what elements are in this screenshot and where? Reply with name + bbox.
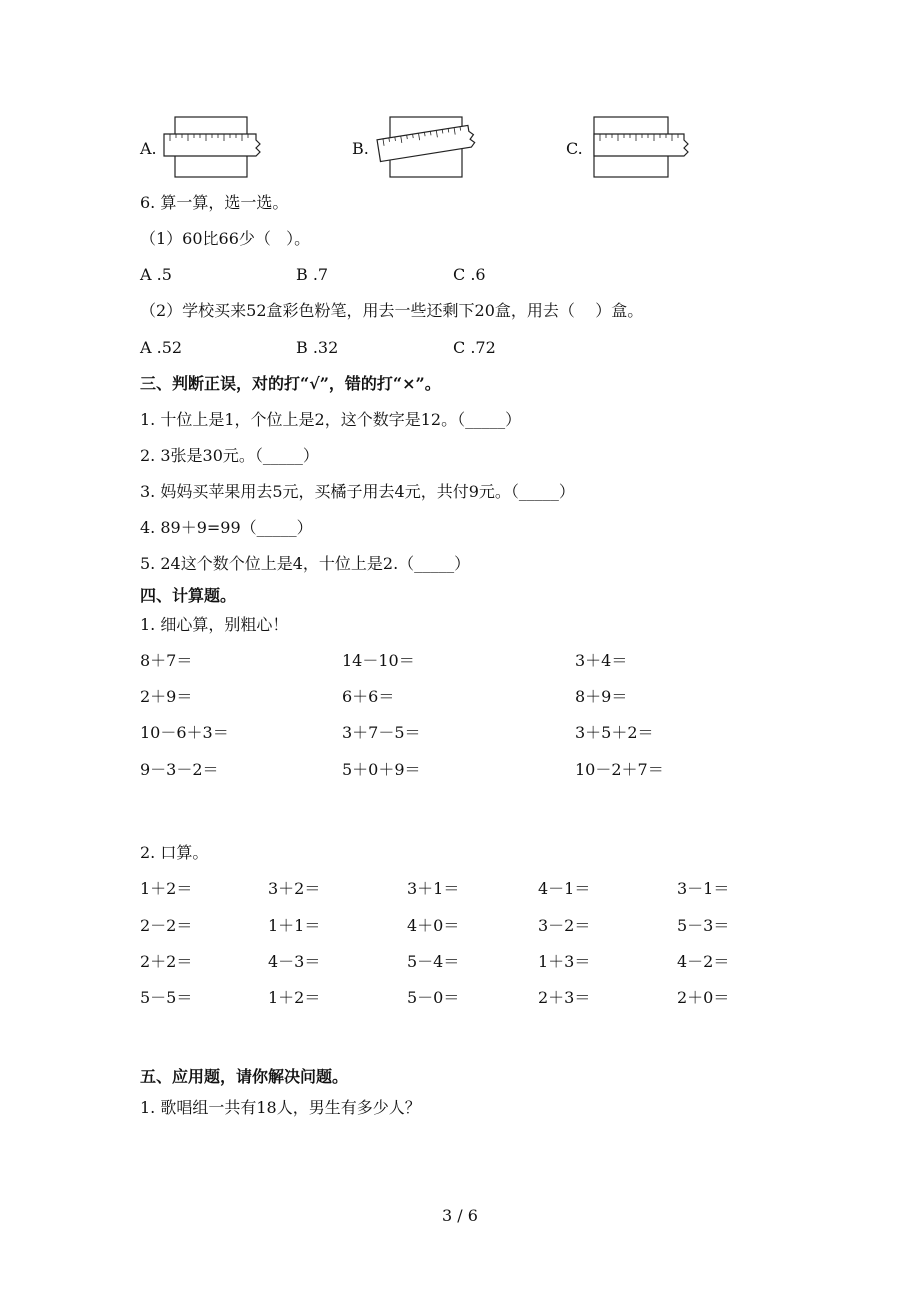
q6-sub1-option-c: C .6 [453,265,486,284]
option-b-label: B. [352,139,369,158]
oral-calc-item: 2－2＝ [140,916,193,935]
oral-calc-item: 5－5＝ [140,988,193,1007]
oral-calc-item: 2＋2＝ [140,952,193,971]
oral-calc-item: 3－1＝ [677,879,730,898]
oral-calc-item: 2＋0＝ [677,988,730,1007]
oral-calc-item: 4＋0＝ [407,916,460,935]
oral-calc-item: 4－1＝ [538,879,591,898]
oral-calc-item: 4－3＝ [268,952,321,971]
section4-part1-title: 1. 细心算，别粗心！ [140,615,289,634]
q6-sub2: （2）学校买来52盒彩色粉笔，用去一些还剩下20盒，用去（ ）盒。 [140,301,644,320]
oral-calc-item: 3＋1＝ [407,879,460,898]
q6-sub1-option-a: A .5 [140,265,172,284]
page-number: 3 / 6 [442,1206,478,1225]
section5-question-1: 1. 歌唱组一共有18人，男生有多少人？ [140,1098,421,1117]
ruler-figure-b [372,112,484,180]
oral-calc-item: 2＋3＝ [538,988,591,1007]
calc-item: 8＋7＝ [140,651,193,670]
section4-part2-title: 2. 口算。 [140,843,209,862]
calc-item: 10－6＋3＝ [140,723,229,742]
oral-calc-item: 1＋3＝ [538,952,591,971]
q6-sub1-option-b: B .7 [296,265,329,284]
calc-item: 5＋0＋9＝ [342,760,421,779]
section3-item-5: 5. 24这个数个位上是4，十位上是2.（_____） [140,554,471,573]
calc-item: 3＋4＝ [575,651,628,670]
oral-calc-item: 5－3＝ [677,916,730,935]
q6-sub1: （1）60比66少（ ）。 [140,229,311,248]
calc-item: 9－3－2＝ [140,760,219,779]
q6-sub2-option-a: A .52 [140,338,183,357]
option-a-label: A. [140,139,157,158]
calc-item: 8＋9＝ [575,687,628,706]
ruler-figure-a [160,114,270,180]
oral-calc-item: 1＋2＝ [140,879,193,898]
section3-item-2: 2. 3张是30元。（_____） [140,446,319,465]
oral-calc-item: 5－0＝ [407,988,460,1007]
calc-item: 3＋7－5＝ [342,723,421,742]
section3-item-1: 1. 十位上是1，个位上是2，这个数字是12。（_____） [140,410,522,429]
oral-calc-item: 1＋2＝ [268,988,321,1007]
calc-item: 10－2＋7＝ [575,760,664,779]
oral-calc-item: 5－4＝ [407,952,460,971]
q6-sub2-option-b: B .32 [296,338,339,357]
q6-sub2-option-c: C .72 [453,338,496,357]
calc-item: 6＋6＝ [342,687,395,706]
ruler-figure-c [584,114,694,180]
calc-item: 2＋9＝ [140,687,193,706]
oral-calc-item: 3－2＝ [538,916,591,935]
oral-calc-item: 3＋2＝ [268,879,321,898]
option-c-label: C. [566,139,583,158]
oral-calc-item: 1＋1＝ [268,916,321,935]
calc-item: 14－10＝ [342,651,415,670]
section3-item-3: 3. 妈妈买苹果用去5元，买橘子用去4元，共付9元。（_____） [140,482,575,501]
section5-title: 五、应用题，请你解决问题。 [140,1067,349,1086]
q6-title: 6. 算一算，选一选。 [140,193,289,212]
section3-title: 三、判断正误，对的打“√”，错的打“×”。 [140,374,441,393]
section3-item-4: 4. 89＋9=99（_____） [140,518,313,537]
oral-calc-item: 4－2＝ [677,952,730,971]
section4-title: 四、计算题。 [140,586,237,605]
calc-item: 3＋5＋2＝ [575,723,654,742]
